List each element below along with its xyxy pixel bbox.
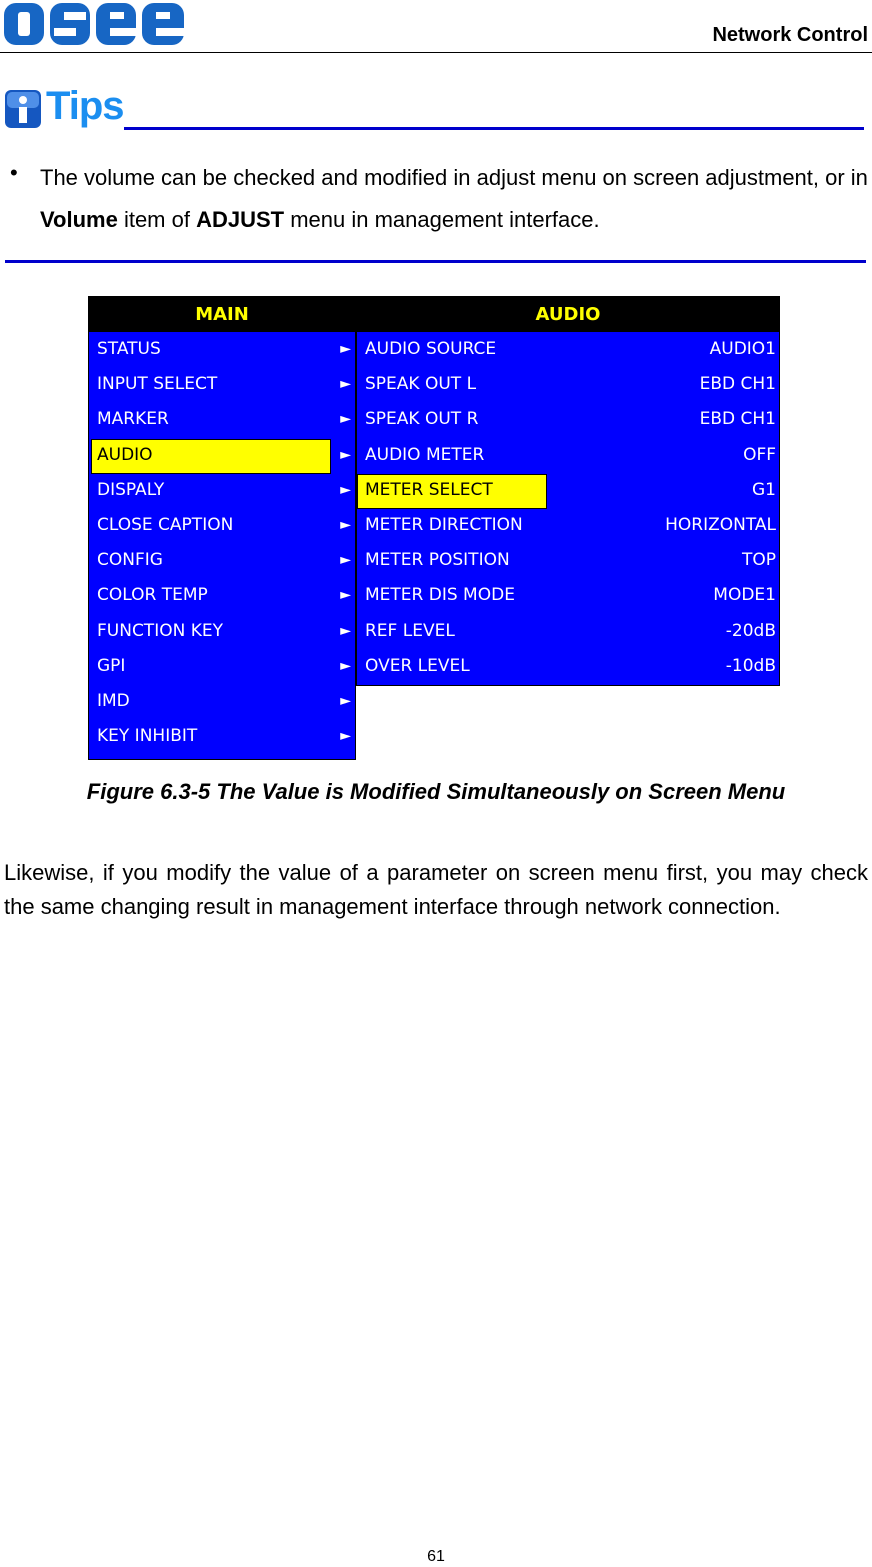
audio-menu-item[interactable] — [357, 438, 779, 473]
submenu-arrow-icon: ► — [340, 481, 351, 498]
audio-menu-panel — [356, 296, 780, 686]
audio-menu-item[interactable] — [357, 649, 779, 684]
tip-bold-volume: Volume — [40, 207, 118, 232]
audio-menu-title: AUDIO — [357, 297, 779, 332]
main-menu-item[interactable] — [89, 578, 355, 613]
audio-menu-item-label: AUDIO SOURCE — [365, 339, 497, 359]
audio-menu-item[interactable] — [357, 614, 779, 649]
submenu-arrow-icon: ► — [340, 552, 351, 569]
submenu-arrow-icon: ► — [340, 411, 351, 428]
audio-menu-item[interactable] — [357, 367, 779, 402]
main-menu-item[interactable] — [89, 332, 355, 367]
main-menu-item[interactable] — [89, 473, 355, 508]
audio-menu-item-label: METER DIS MODE — [365, 585, 515, 606]
submenu-arrow-icon: ► — [340, 341, 351, 357]
main-menu-item-label: GPI — [97, 655, 126, 676]
main-menu-item-label: MARKER — [97, 409, 169, 430]
main-menu-item-label: CLOSE CAPTION — [97, 515, 234, 535]
main-menu-item-label: DISPALY — [97, 479, 165, 500]
osee-logo — [4, 2, 186, 51]
main-menu-item[interactable] — [89, 402, 355, 437]
header-title: Network Control — [712, 24, 868, 46]
audio-menu-item-value: TOP — [741, 550, 776, 571]
audio-menu-item-label: METER POSITION — [365, 550, 510, 571]
main-menu-item[interactable] — [89, 367, 355, 402]
body-paragraph: Likewise, if you modify the value of a parameter on screen menu first, you may check the same changing result in management interface through network connection. — [4, 860, 868, 919]
main-menu-item-label: FUNCTION KEY — [97, 620, 223, 641]
audio-menu-item[interactable] — [357, 473, 779, 508]
submenu-arrow-icon: ► — [340, 446, 351, 463]
audio-menu-item[interactable] — [357, 543, 779, 578]
audio-menu-item-value: OFF — [743, 444, 776, 465]
main-menu-title: MAIN — [89, 297, 355, 332]
audio-menu-item-value: EBD CH1 — [699, 409, 776, 430]
main-menu-item-label: COLOR TEMP — [97, 585, 208, 606]
tip-text-3: menu in management interface. — [284, 207, 600, 232]
tips-underline — [124, 127, 864, 130]
audio-menu-item[interactable] — [357, 508, 779, 543]
tip-paragraph — [40, 157, 870, 241]
audio-menu-item[interactable] — [357, 402, 779, 437]
submenu-arrow-icon: ► — [340, 517, 351, 533]
main-menu-item-label: KEY INHIBIT — [97, 726, 198, 747]
audio-menu-item-label: OVER LEVEL — [365, 655, 470, 676]
info-icon — [5, 90, 41, 128]
audio-menu-item-label: METER SELECT — [365, 479, 493, 500]
audio-menu-item-value: HORIZONTAL — [665, 515, 776, 535]
page-number: 61 — [427, 1548, 445, 1565]
submenu-arrow-icon: ► — [340, 622, 351, 639]
audio-menu-item-label: METER DIRECTION — [365, 515, 523, 535]
main-menu-item-label: AUDIO — [97, 444, 153, 465]
main-menu-item-label: CONFIG — [97, 550, 163, 571]
audio-menu-item-value: MODE1 — [713, 585, 776, 606]
audio-menu-item-value: G1 — [752, 479, 776, 500]
main-menu-panel — [88, 296, 356, 760]
header-divider — [0, 52, 872, 53]
submenu-arrow-icon: ► — [340, 376, 351, 393]
main-menu-item[interactable] — [89, 614, 355, 649]
audio-menu-item-value: -10dB — [725, 655, 776, 676]
audio-menu-item[interactable] — [357, 578, 779, 613]
main-menu-item[interactable] — [89, 684, 355, 719]
main-menu-item[interactable] — [89, 719, 355, 754]
main-menu-item-label: INPUT SELECT — [97, 374, 218, 395]
audio-menu-item-label: REF LEVEL — [365, 620, 455, 641]
main-menu-item[interactable] — [89, 649, 355, 684]
audio-menu-item-value: EBD CH1 — [699, 374, 776, 395]
audio-menu-item-label: SPEAK OUT L — [365, 374, 477, 395]
tip-bold-adjust: ADJUST — [196, 207, 285, 232]
tip-text-2: item of — [117, 207, 197, 232]
tip-text-1: The volume can be checked and modified in adjust menu on screen adjustment, or in — [40, 165, 868, 190]
tips-heading: Tips — [46, 84, 124, 128]
submenu-arrow-icon: ► — [340, 587, 351, 604]
audio-menu-item-value: AUDIO1 — [709, 339, 776, 359]
main-menu-item-label: STATUS — [97, 339, 161, 359]
tips-bottom-rule — [5, 260, 866, 263]
submenu-arrow-icon: ► — [340, 728, 351, 745]
audio-menu-item[interactable] — [357, 332, 779, 367]
main-menu-item[interactable] — [89, 543, 355, 578]
main-menu-item[interactable] — [89, 508, 355, 543]
audio-menu-item-label: AUDIO METER — [365, 444, 485, 465]
submenu-arrow-icon: ► — [340, 693, 351, 709]
main-menu-item-label: IMD — [97, 691, 130, 711]
submenu-arrow-icon: ► — [340, 657, 351, 674]
audio-menu-item-label: SPEAK OUT R — [365, 409, 479, 430]
bullet-marker: • — [10, 160, 18, 185]
main-menu-item[interactable] — [89, 438, 355, 473]
audio-menu-item-value: -20dB — [725, 620, 776, 641]
figure-caption: Figure 6.3-5 The Value is Modified Simultaneously on Screen Menu — [86, 779, 786, 804]
